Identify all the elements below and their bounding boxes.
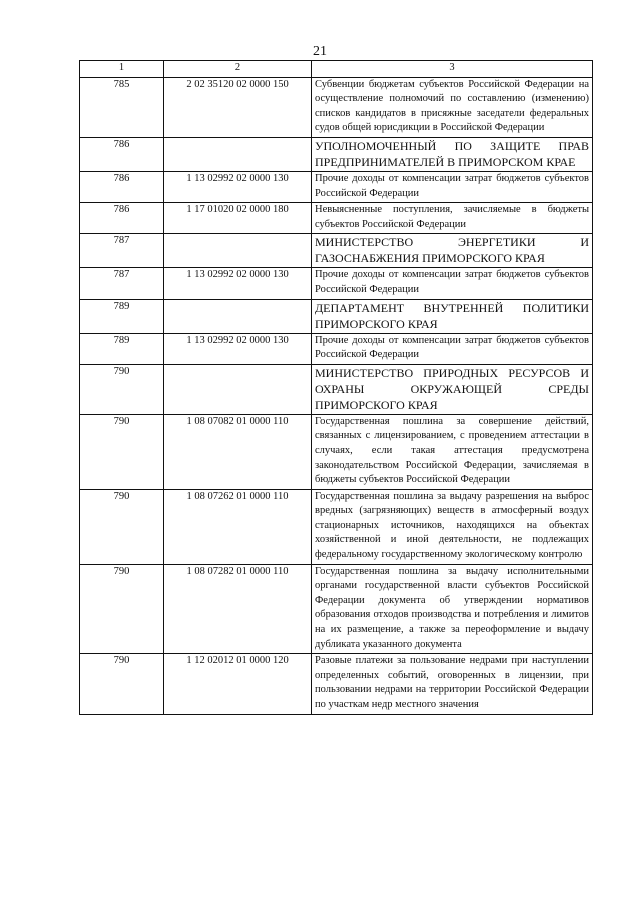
description-cell: Государственная пошлина за выдачу исполнительными органами государственной власти субъектов Российской Федерации документа об утверждении нормативов образования отходов производства и потребления и лимитов на их размещение, а также за переоформление и выдачу дубликата указанного документа [312, 564, 593, 654]
table-header [80, 61, 593, 78]
description-cell: УПОЛНОМОЧЕННЫЙ ПО ЗАЩИТЕ ПРАВ ПРЕДПРИНИМАТЕЛЕЙ В ПРИМОРСКОМ КРАЕ [312, 137, 593, 171]
row-number-cell: 787 [80, 234, 164, 268]
description-cell: МИНИСТЕРСТВО ПРИРОДНЫХ РЕСУРСОВ И ОХРАНЫ ОКРУЖАЮЩЕЙ СРЕДЫ ПРИМОРСКОГО КРАЯ [312, 364, 593, 414]
description-cell: Невыясненные поступления, зачисляемые в бюджеты субъектов Российской Федерации [312, 203, 593, 234]
budget-code-cell: 1 08 07282 01 0000 110 [164, 564, 312, 654]
row-number-cell: 786 [80, 203, 164, 234]
row-number-cell: 786 [80, 137, 164, 171]
budget-code-cell [164, 234, 312, 268]
row-number-cell: 786 [80, 171, 164, 202]
table-row [80, 489, 593, 564]
table-body [80, 77, 593, 714]
description-cell: ДЕПАРТАМЕНТ ВНУТРЕННЕЙ ПОЛИТИКИ ПРИМОРСКОГО КРАЯ [312, 299, 593, 333]
row-number-cell: 790 [80, 489, 164, 564]
table-row [80, 364, 593, 414]
table-row [80, 171, 593, 202]
row-number-cell: 790 [80, 414, 164, 489]
table-row [80, 564, 593, 654]
row-number-cell: 790 [80, 364, 164, 414]
description-cell: Прочие доходы от компенсации затрат бюджетов субъектов Российской Федерации [312, 171, 593, 202]
budget-code-cell: 2 02 35120 02 0000 150 [164, 77, 312, 137]
table-row [80, 414, 593, 489]
row-number-cell: 790 [80, 654, 164, 714]
description-cell: Разовые платежи за пользование недрами при наступлении определенных событий, оговоренных в лицензии, при пользовании недрами на территории Российской Федерации по участкам недр местного значения [312, 654, 593, 714]
budget-code-cell: 1 12 02012 01 0000 120 [164, 654, 312, 714]
budget-code-cell: 1 17 01020 02 0000 180 [164, 203, 312, 234]
budget-code-cell: 1 13 02992 02 0000 130 [164, 333, 312, 364]
row-number-cell: 789 [80, 299, 164, 333]
budget-codes-table [79, 60, 593, 715]
budget-code-cell [164, 364, 312, 414]
row-number-cell: 790 [80, 564, 164, 654]
description-cell: Прочие доходы от компенсации затрат бюджетов субъектов Российской Федерации [312, 268, 593, 299]
row-number-cell: 789 [80, 333, 164, 364]
column-header-2: 2 [164, 61, 312, 78]
budget-code-cell: 1 08 07082 01 0000 110 [164, 414, 312, 489]
table-row [80, 299, 593, 333]
page-number: 21 [313, 44, 327, 59]
budget-code-cell [164, 137, 312, 171]
table-row [80, 77, 593, 137]
description-cell: МИНИСТЕРСТВО ЭНЕРГЕТИКИ И ГАЗОСНАБЖЕНИЯ ПРИМОРСКОГО КРАЯ [312, 234, 593, 268]
table-row [80, 654, 593, 714]
row-number-cell: 787 [80, 268, 164, 299]
description-cell: Государственная пошлина за совершение действий, связанных с лицензированием, с проведением аттестации в случаях, если такая аттестация предусмотрена законодательством Российской Федерации, зачисляемая в бюджеты субъектов Российской Федерации [312, 414, 593, 489]
budget-code-cell: 1 08 07262 01 0000 110 [164, 489, 312, 564]
table-row [80, 203, 593, 234]
column-header-1: 1 [80, 61, 164, 78]
header-row [80, 61, 593, 78]
description-cell: Субвенции бюджетам субъектов Российской Федерации на осуществление полномочий по составлению (изменению) списков кандидатов в присяжные заседатели федеральных судов общей юрисдикции в Российской Федерации [312, 77, 593, 137]
description-cell: Прочие доходы от компенсации затрат бюджетов субъектов Российской Федерации [312, 333, 593, 364]
table-row [80, 234, 593, 268]
column-header-3: 3 [312, 61, 593, 78]
row-number-cell: 785 [80, 77, 164, 137]
table-row [80, 268, 593, 299]
budget-code-cell: 1 13 02992 02 0000 130 [164, 171, 312, 202]
budget-code-cell: 1 13 02992 02 0000 130 [164, 268, 312, 299]
table-row [80, 137, 593, 171]
table-row [80, 333, 593, 364]
description-cell: Государственная пошлина за выдачу разрешения на выброс вредных (загрязняющих) веществ в атмосферный воздух стационарных источников, находящихся на объектах хозяйственной и иной деятельности, не подлежащих федеральному государственному экологическому контролю [312, 489, 593, 564]
budget-code-cell [164, 299, 312, 333]
